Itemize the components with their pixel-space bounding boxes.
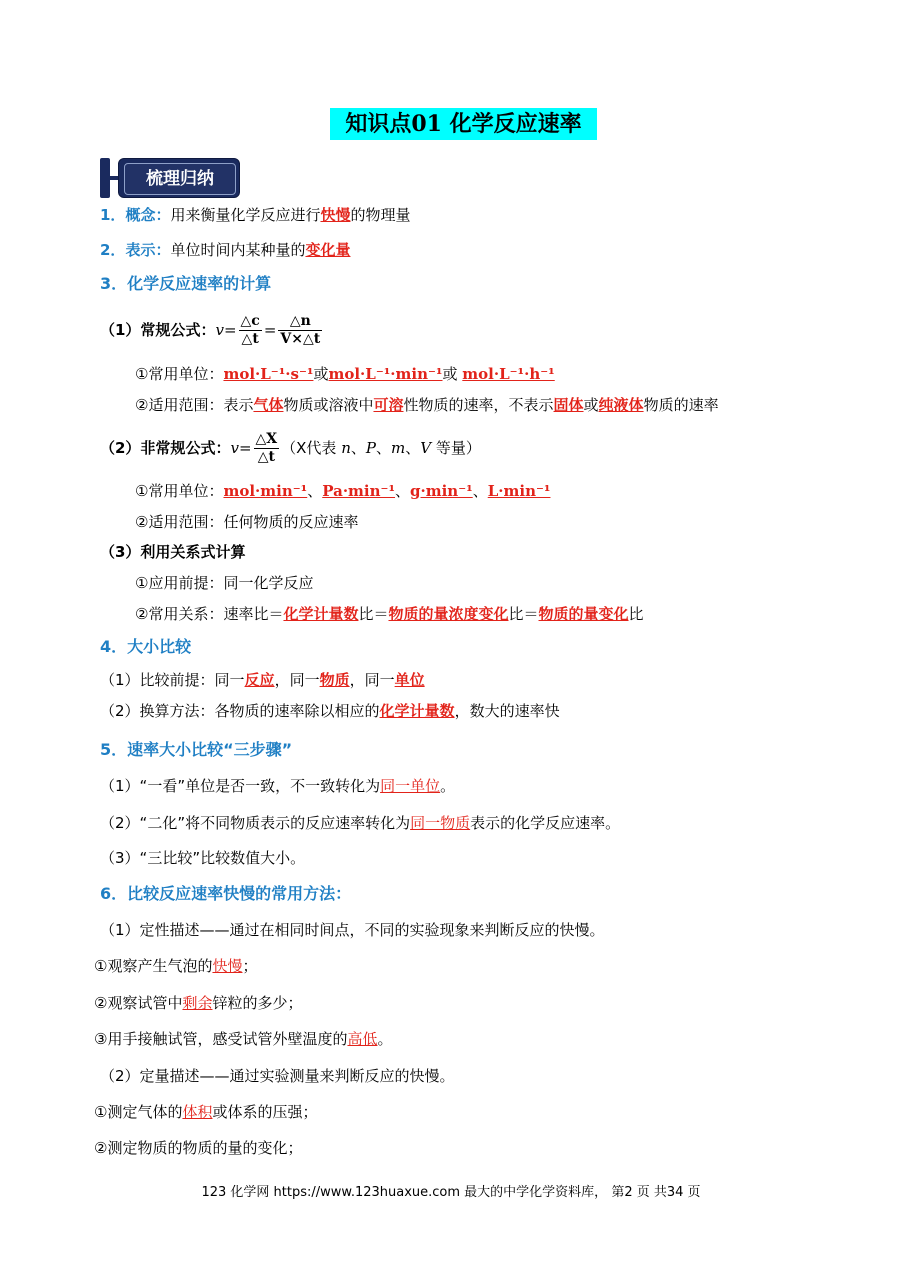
- step-3: （3）“三比较”比较数值大小。: [100, 849, 306, 867]
- keyword: 变化量: [305, 241, 351, 259]
- equals-sign: =: [263, 321, 277, 339]
- keyword: 固体: [553, 396, 584, 414]
- keyword: 单位: [394, 671, 425, 689]
- nonregular-units: [135, 481, 550, 501]
- section-heading: 比较反应速率快慢的常用方法：: [127, 884, 352, 903]
- text: 比＝: [508, 605, 539, 623]
- text: 、: [375, 439, 391, 457]
- fraction-denominator: △t: [241, 331, 259, 347]
- note: （X代表: [281, 439, 342, 457]
- text: 或: [583, 396, 599, 414]
- text: ②常用关系：速率比＝: [135, 605, 284, 623]
- keyword: 体积: [182, 1103, 213, 1121]
- fraction-numerator: △c: [240, 313, 260, 329]
- keyword: 可溶: [373, 396, 404, 414]
- section-number: 5．: [100, 740, 128, 759]
- section-heading: 大小比较: [127, 637, 192, 656]
- section-heading: 表示：: [125, 241, 171, 259]
- text: 。: [377, 1030, 393, 1048]
- banner-box: [118, 158, 240, 198]
- section-number: 2．: [100, 241, 126, 259]
- text: 物质或溶液中: [283, 396, 374, 414]
- step-1: [100, 776, 455, 796]
- text: ，同一: [349, 671, 395, 689]
- text: 单位时间内某种量的: [170, 241, 306, 259]
- section-number: 6．: [100, 884, 128, 903]
- text: ；: [242, 957, 258, 975]
- text: ，同一: [274, 671, 320, 689]
- text: 比: [628, 605, 644, 623]
- section-number: 4．: [100, 637, 128, 656]
- text: （2）换算方法：各物质的速率除以相应的: [100, 702, 380, 720]
- text: （1）比较前提：同一: [100, 671, 245, 689]
- text: 比＝: [358, 605, 389, 623]
- section-heading: 速率大小比较“三步骤”: [127, 740, 293, 759]
- keyword: 反应: [244, 671, 275, 689]
- text: （1）“一看”单位是否一致，不一致转化为: [100, 777, 381, 795]
- equals-sign: =: [223, 321, 237, 339]
- section-number: 3．: [100, 274, 128, 293]
- text: ，数大的速率快: [454, 702, 560, 720]
- nonregular-scope: ②适用范围：任何物质的反应速率: [135, 513, 359, 531]
- text: （2）“二化”将不同物质表示的反应速率转化为: [100, 814, 411, 832]
- text: ②观察试管中: [94, 994, 183, 1012]
- keyword: 纯液体: [598, 396, 644, 414]
- section-4-heading: [100, 637, 191, 657]
- regular-units: [135, 364, 555, 384]
- section-1-concept: [100, 205, 411, 225]
- note: 等量）: [431, 439, 481, 457]
- relation-heading: （3）利用关系式计算: [100, 543, 246, 561]
- text: 或: [442, 365, 458, 383]
- fraction-dx-dt: [254, 431, 280, 466]
- text: ③用手接触试管，感受试管外壁温度的: [94, 1030, 348, 1048]
- keyword: 化学计量数: [283, 605, 359, 623]
- step-2: [100, 813, 620, 833]
- section-heading: 概念：: [125, 206, 171, 224]
- page-title: 知识点01 化学反应速率: [330, 108, 597, 140]
- unit: Pa·min⁻¹: [322, 482, 396, 500]
- keyword: 剩余: [182, 994, 213, 1012]
- method-zinc: [94, 993, 302, 1013]
- symbol: n: [341, 439, 351, 457]
- section-3-heading: [100, 274, 271, 294]
- quantitative-description: （2）定量描述——通过实验测量来判断反应的快慢。: [100, 1067, 455, 1085]
- symbol: V: [420, 439, 432, 457]
- fraction-numerator: △X: [255, 431, 278, 447]
- method-amount: ②测定物质的物质的量的变化；: [94, 1139, 303, 1157]
- section-5-heading: [100, 740, 292, 760]
- unit: mol·min⁻¹: [223, 482, 308, 500]
- keyword: 高低: [347, 1030, 378, 1048]
- unit: mol·L⁻¹·h⁻¹: [462, 365, 555, 383]
- text: ②适用范围：表示: [135, 396, 254, 414]
- fraction-dn-vdt: [278, 313, 322, 348]
- unit: g·min⁻¹: [410, 482, 473, 500]
- text: 、: [350, 439, 366, 457]
- text: 物质的速率: [643, 396, 719, 414]
- text: ①常用单位：: [135, 365, 224, 383]
- regular-formula: [100, 310, 324, 350]
- text: ①常用单位：: [135, 482, 224, 500]
- symbol: m: [391, 439, 406, 457]
- fraction-denominator: △t: [257, 449, 275, 465]
- velocity-symbol: v: [230, 439, 239, 457]
- qualitative-description: （1）定性描述——通过在相同时间点，不同的实验现象来判断反应的快慢。: [100, 921, 605, 939]
- relation-ratio: [135, 604, 644, 624]
- text: 。: [440, 777, 456, 795]
- formula-label: （1）常规公式：: [100, 321, 216, 339]
- text: ①测定气体的: [94, 1103, 183, 1121]
- text: ①观察产生气泡的: [94, 957, 213, 975]
- section-banner: [100, 158, 240, 200]
- text: 、: [405, 439, 421, 457]
- comparison-method: [100, 701, 560, 721]
- keyword: 快慢: [320, 206, 351, 224]
- fraction-denominator: V×△t: [280, 331, 321, 347]
- fraction-dc-dt: [239, 313, 262, 348]
- text: 锌粒的多少；: [212, 994, 303, 1012]
- section-2-expression: [100, 240, 350, 260]
- keyword: 气体: [253, 396, 284, 414]
- unit: mol·L⁻¹·min⁻¹: [328, 365, 443, 383]
- method-bubbles: [94, 956, 257, 976]
- section-heading: 化学反应速率的计算: [127, 274, 272, 293]
- keyword: 化学计量数: [379, 702, 455, 720]
- text: 、: [472, 482, 488, 500]
- fraction-numerator: △n: [278, 313, 322, 331]
- velocity-symbol: v: [215, 321, 224, 339]
- keyword: 物质的量变化: [538, 605, 629, 623]
- method-volume: [94, 1102, 317, 1122]
- method-temperature: [94, 1029, 392, 1049]
- keyword: 同一物质: [410, 814, 471, 832]
- text: 性物质的速率，不表示: [403, 396, 554, 414]
- nonregular-formula: [100, 428, 481, 468]
- text: 的物理量: [350, 206, 411, 224]
- relation-premise: ①应用前提：同一化学反应: [135, 574, 314, 592]
- section-6-heading: [100, 884, 351, 904]
- regular-scope: [135, 395, 719, 415]
- unit: mol·L⁻¹·s⁻¹: [223, 365, 314, 383]
- symbol: P: [365, 439, 376, 457]
- keyword: 快慢: [212, 957, 243, 975]
- text: 、: [395, 482, 411, 500]
- text: 、: [307, 482, 323, 500]
- text: 用来衡量化学反应进行: [170, 206, 321, 224]
- text: 表示的化学反应速率。: [470, 814, 621, 832]
- keyword: 物质: [319, 671, 350, 689]
- page-footer: 123 化学网 https://www.123huaxue.com 最大的中学化学资料库， 第2 页 共34 页: [201, 1185, 701, 1200]
- section-number: 1．: [100, 206, 126, 224]
- keyword: 同一单位: [380, 777, 441, 795]
- banner-label: 梳理归纳: [124, 163, 236, 195]
- formula-label: （2）非常规公式：: [100, 439, 231, 457]
- equals-sign: =: [238, 439, 252, 457]
- keyword: 物质的量浓度变化: [388, 605, 509, 623]
- unit: L·min⁻¹: [487, 482, 551, 500]
- text: 或体系的压强；: [212, 1103, 318, 1121]
- comparison-premise: [100, 670, 425, 690]
- text: 或: [313, 365, 329, 383]
